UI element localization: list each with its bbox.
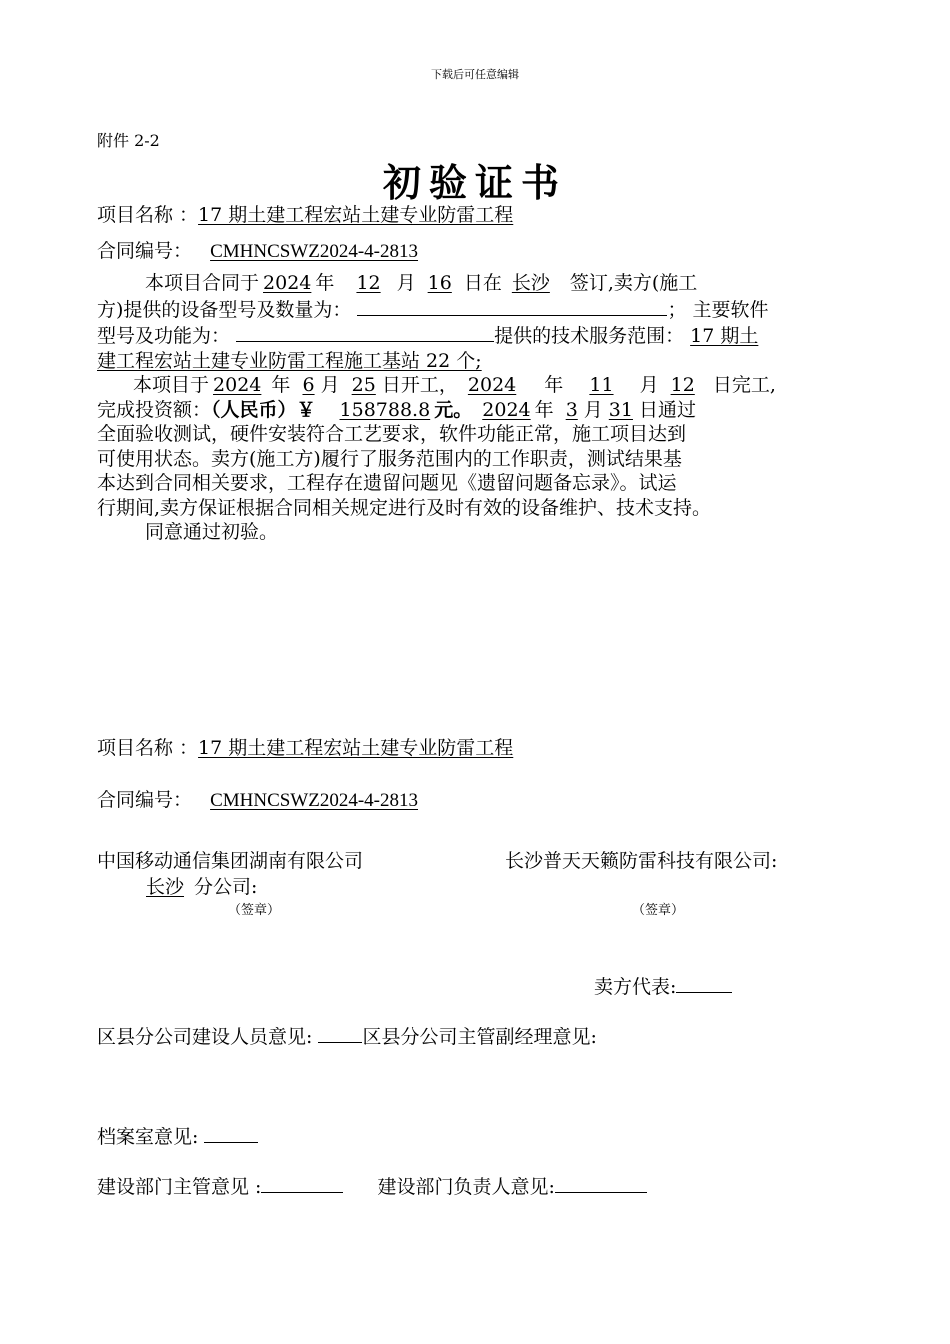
buyer-branch-suffix: 分公司: [194, 876, 258, 898]
dept-head-blank [555, 1173, 647, 1193]
project-line [97, 200, 513, 227]
sign-place: 长沙 [511, 272, 550, 294]
project-line-2 [97, 733, 513, 760]
body-text: 月 [639, 374, 659, 396]
buyer-branch [142, 872, 257, 899]
service-scope-start: 17 期土 [690, 325, 759, 347]
body-text: 可使用状态。卖方(施工方)履行了服务范围内的工作职责，测试结果基 [97, 447, 682, 470]
body-text: 提供的技术服务范围： [494, 325, 685, 347]
project-name: 17 期土建工程宏站土建专业防雷工程 [198, 737, 514, 759]
body-text: 日开工， [381, 374, 458, 396]
body-text: 月 [320, 374, 340, 396]
body-text: 签订,卖方(施工 [569, 272, 698, 294]
seller-rep-blank [676, 973, 732, 993]
dept-opinion-line [97, 1172, 647, 1199]
equipment-blank [357, 296, 667, 316]
page-header: 下载后可任意编辑 [431, 68, 519, 81]
acceptance-year: 2024 [482, 398, 531, 421]
county-manager-label: 区县分公司主管副经理意见: [362, 1026, 597, 1048]
contract-number: CMHNCSWZ2024-4-2813 [210, 241, 419, 262]
seal-right: （签章） [632, 903, 685, 918]
service-scope-end: 建工程宏站土建专业防雷工程施工基站 22 个; [97, 349, 482, 372]
dept-supervisor-label: 建设部门主管意见 : [97, 1176, 262, 1198]
contract-line [97, 236, 432, 263]
archive-label: 档案室意见: [97, 1126, 199, 1148]
yuan-label: 元。 [434, 398, 473, 421]
archive-blank [204, 1123, 258, 1143]
body-text: 日在 [463, 272, 502, 294]
body-text: 年 [534, 398, 554, 421]
archive-line [97, 1122, 258, 1149]
body-text: 年 [544, 374, 564, 396]
sign-day: 16 [427, 272, 452, 294]
start-day: 25 [351, 374, 376, 396]
body-text: 型号及功能为： [97, 325, 231, 347]
county-builder-label: 区县分公司建设人员意见: [97, 1026, 313, 1048]
body-text: 本项目合同于 [145, 272, 260, 294]
contract-label: 合同编号： [97, 240, 193, 262]
acceptance-day: 31 [608, 398, 633, 421]
sign-year: 2024 [263, 272, 312, 294]
dept-head-label: 建设部门负责人意见: [377, 1176, 555, 1198]
sign-month: 12 [356, 272, 381, 294]
body-text: 方)提供的设备型号及数量为： [97, 298, 352, 321]
certificate-title: 初验证书 [382, 160, 567, 205]
county-opinion-line [97, 1022, 597, 1049]
software-blank [236, 322, 494, 342]
seller-rep-label: 卖方代表: [594, 976, 677, 998]
end-day: 12 [670, 374, 695, 396]
seller-rep-line [594, 972, 732, 999]
body-text: 行期间,卖方保证根据合同相关规定进行及时有效的设备维护、技术支持。 [97, 496, 712, 519]
body-text: 本达到合同相关要求，工程存在遗留问题见《遗留问题备忘录》。试运 [97, 472, 677, 494]
contract-label: 合同编号： [97, 789, 193, 811]
body-text: 本项目于 [133, 374, 210, 396]
contract-number: CMHNCSWZ2024-4-2813 [210, 790, 419, 811]
seller-name: 长沙普天天籁防雷科技有限公司: [505, 850, 778, 872]
body-text: 全面验收测试，硬件安装符合工艺要求，软件功能正常，施工项目达到 [97, 423, 687, 445]
project-label: 项目名称 ： [97, 204, 199, 226]
body-text: 年 [271, 374, 291, 396]
project-label: 项目名称 ： [97, 737, 199, 759]
body-text: 日完工, [712, 374, 776, 396]
start-month: 6 [302, 374, 315, 396]
buyer-branch-city: 长沙 [146, 876, 185, 898]
body-text: 月 [583, 398, 603, 421]
body-text: 年 [315, 272, 335, 294]
project-name: 17 期土建工程宏站土建专业防雷工程 [198, 204, 514, 226]
body-text: ； 主要软件 [667, 298, 769, 321]
contract-line-2 [97, 785, 440, 812]
body-text: 完成投资额： [97, 398, 212, 421]
body-text: 同意通过初验。 [145, 521, 279, 543]
attachment-label: 附件 2-2 [97, 131, 160, 150]
end-year: 2024 [467, 374, 517, 396]
acceptance-month: 3 [565, 398, 578, 421]
body-paragraph [97, 271, 857, 545]
buyer-name: 中国移动通信集团湖南有限公司 [97, 850, 364, 872]
currency-label: （人民币）￥ [211, 398, 316, 421]
end-month: 11 [589, 374, 614, 396]
body-text: 日通过 [638, 398, 696, 421]
dept-supervisor-blank [261, 1173, 343, 1193]
body-text: 月 [396, 272, 416, 294]
start-year: 2024 [213, 374, 262, 396]
county-builder-blank [318, 1023, 362, 1043]
seal-left: （签章） [228, 903, 281, 918]
investment-amount: 158788.8 [339, 398, 431, 421]
